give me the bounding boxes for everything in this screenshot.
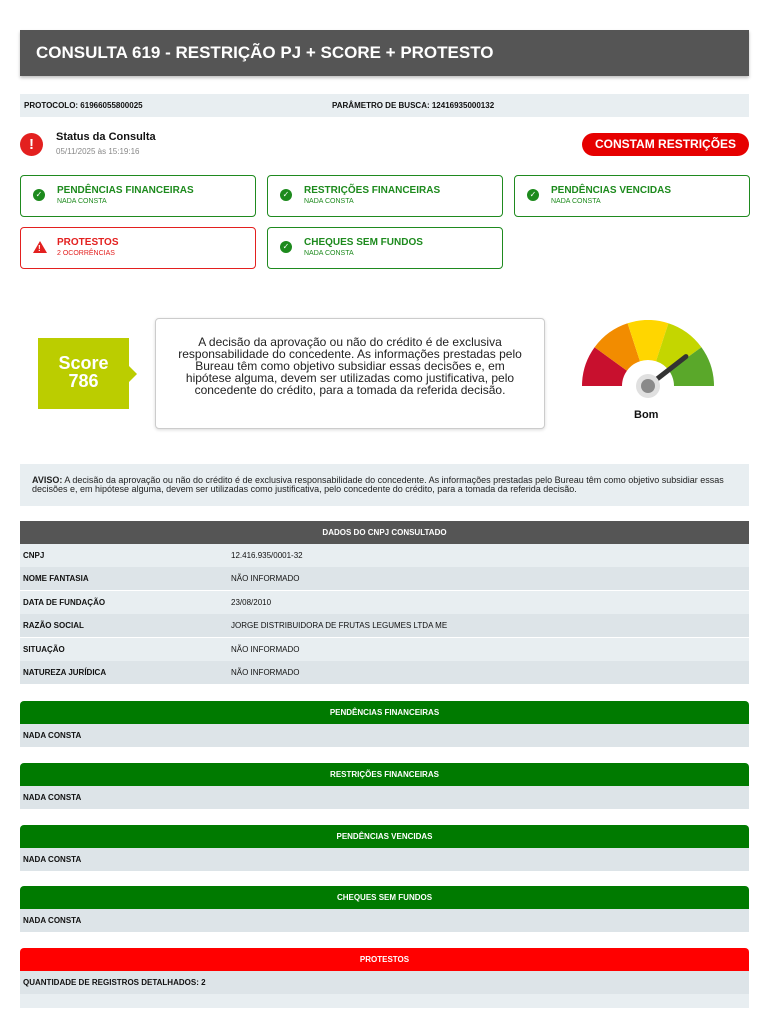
card-subtitle: NADA CONSTA (57, 198, 107, 205)
aviso-notice (20, 464, 749, 506)
section-header-protestos: PROTESTOS (20, 948, 749, 971)
table-row (20, 614, 749, 637)
section-body-row (20, 994, 749, 1008)
score-gauge (578, 320, 718, 400)
section-body-text: NADA CONSTA (23, 855, 82, 864)
status-date: 05/11/2025 às 15:19:16 (56, 147, 140, 156)
aviso-text: A decisão da aprovação ou não do crédito é de exclusiva responsabilidade do concedente. As informações prestadas pelo Bureau têm como objetivo subsidiar essas decisões e, em hipótese alguma, devem ser utilizadas como justificativa, pelo concedente do crédito, para a tomada da referida decisão. (32, 475, 724, 494)
row-value: 23/08/2010 (231, 598, 272, 607)
table-row (20, 638, 749, 661)
page-title: CONSULTA 619 - RESTRIÇÃO PJ + SCORE + PROTESTO (20, 30, 749, 76)
protocol-number: PROTOCOLO: 61966055800025 (24, 101, 143, 110)
score-label: Score (58, 353, 109, 373)
row-value: NÃO INFORMADO (231, 668, 300, 677)
check-icon: ✓ (280, 189, 292, 201)
row-value: 12.416.935/0001-32 (231, 551, 303, 560)
check-icon: ✓ (280, 241, 292, 253)
row-key: NOME FANTASIA (23, 574, 89, 583)
gauge-label: Bom (634, 409, 659, 421)
row-key: SITUAÇÃO (23, 645, 65, 654)
summary-card-pendencias-vencidas (514, 175, 750, 217)
status-badge: CONSTAM RESTRIÇÕES (582, 133, 749, 156)
card-title: PENDÊNCIAS FINANCEIRAS (57, 185, 194, 196)
section-body (20, 971, 749, 994)
section-header-pendencias-financeiras: PENDÊNCIAS FINANCEIRAS (20, 701, 749, 724)
summary-card-cheques-sem-fundos (267, 227, 503, 269)
row-key: DATA DE FUNDAÇÃO (23, 598, 106, 607)
warning-icon: ! (33, 241, 47, 253)
status-title: Status da Consulta (56, 131, 156, 143)
row-value: NÃO INFORMADO (231, 645, 300, 654)
row-key: NATUREZA JURÍDICA (23, 668, 107, 677)
exclamation-icon: ! (20, 133, 43, 156)
card-subtitle: NADA CONSTA (304, 250, 354, 257)
section-body-text: NADA CONSTA (23, 731, 82, 740)
cnpj-table-header: DADOS DO CNPJ CONSULTADO (20, 521, 749, 544)
card-subtitle: NADA CONSTA (551, 198, 601, 205)
row-value: NÃO INFORMADO (231, 574, 300, 583)
score-badge (38, 338, 129, 409)
section-header-pendencias-vencidas: PENDÊNCIAS VENCIDAS (20, 825, 749, 848)
score-value: 786 (68, 371, 99, 391)
section-body (20, 848, 749, 871)
summary-card-pendencias-financeiras (20, 175, 256, 217)
card-title: PROTESTOS (57, 237, 119, 248)
card-title: CHEQUES SEM FUNDOS (304, 237, 423, 248)
aviso-label: AVISO: (32, 475, 63, 485)
section-header-restricoes-financeiras: RESTRIÇÕES FINANCEIRAS (20, 763, 749, 786)
card-title: PENDÊNCIAS VENCIDAS (551, 185, 672, 196)
card-title: RESTRIÇÕES FINANCEIRAS (304, 185, 441, 196)
table-row (20, 661, 749, 684)
section-body (20, 786, 749, 809)
gauge-hub-inner (641, 379, 655, 393)
check-icon: ✓ (33, 189, 45, 201)
table-row (20, 567, 749, 590)
decision-notice: A decisão da aprovação ou não do crédito é de exclusiva responsabilidade do concedente. As informações prestadas pelo Bureau têm como objetivo subsidiar essas decisões e, em hipótese alguma, devem ser utilizadas como justificativa, pelo concedente do crédito, para a tomada da referida decisão. (155, 318, 545, 429)
row-key: CNPJ (23, 551, 45, 560)
section-body (20, 909, 749, 932)
table-row (20, 591, 749, 614)
summary-card-restricoes-financeiras (267, 175, 503, 217)
row-key: RAZÃO SOCIAL (23, 621, 84, 630)
table-row (20, 544, 749, 567)
section-body (20, 724, 749, 747)
search-parameter: PARÂMETRO DE BUSCA: 12416935000132 (332, 101, 495, 110)
summary-card-protestos (20, 227, 256, 269)
row-value: JORGE DISTRIBUIDORA DE FRUTAS LEGUMES LTDA ME (231, 621, 448, 630)
protocol-bar (20, 94, 749, 117)
section-body-text: NADA CONSTA (23, 916, 82, 925)
card-subtitle: NADA CONSTA (304, 198, 354, 205)
check-icon: ✓ (527, 189, 539, 201)
section-body-text: QUANTIDADE DE REGISTROS DETALHADOS: 2 (23, 978, 206, 987)
section-header-cheques-sem-fundos: CHEQUES SEM FUNDOS (20, 886, 749, 909)
section-body-text: NADA CONSTA (23, 793, 82, 802)
card-subtitle: 2 OCORRÊNCIAS (57, 250, 115, 257)
